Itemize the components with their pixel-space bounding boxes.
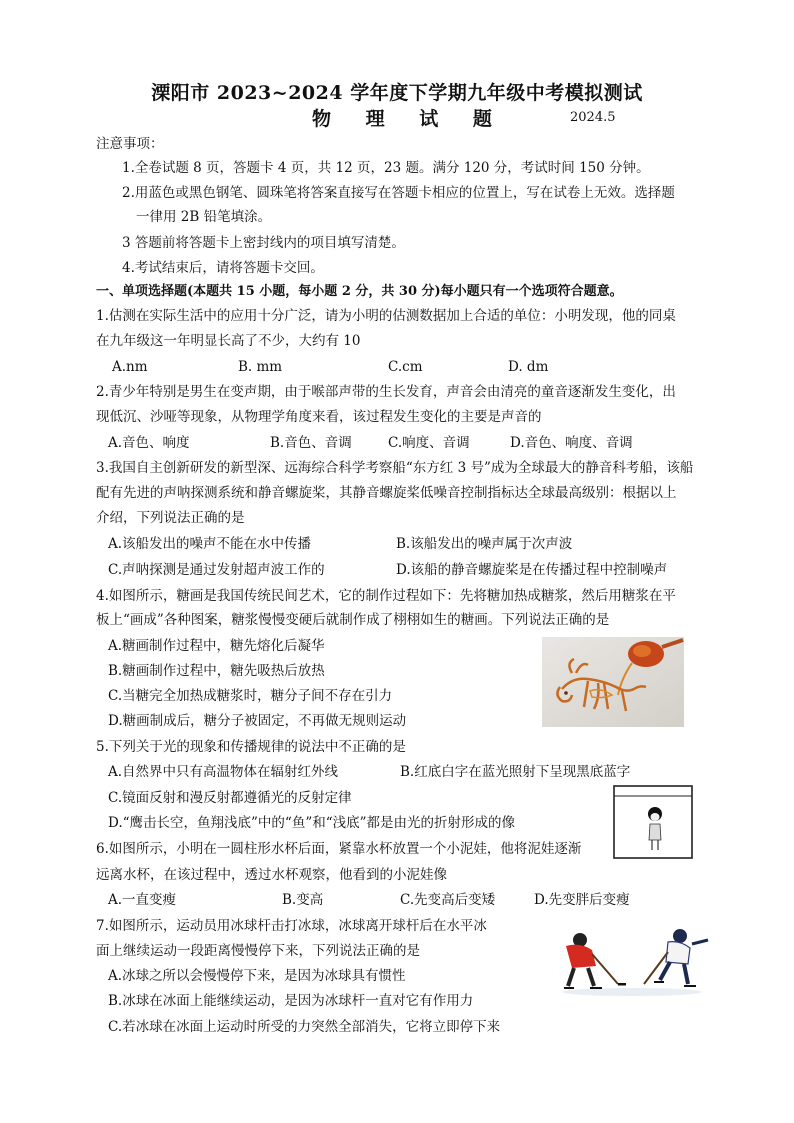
option: B.音色、音调 <box>270 435 352 451</box>
question-3-line: 介绍，下列说法正确的是 <box>96 510 245 526</box>
water-cup-figure <box>610 780 696 860</box>
option: B.冰球在冰面上能继续运动，是因为冰球杆一直对它有作用力 <box>108 993 474 1009</box>
option: B.红底白字在蓝光照射下呈现黑底蓝字 <box>400 764 631 780</box>
option: D.糖画制成后，糖分子被固定，不再做无规则运动 <box>108 713 407 729</box>
option: D.该船的静音螺旋桨是在传播过程中控制噪声 <box>396 562 668 578</box>
sugar-painting-figure <box>542 637 684 727</box>
exam-title: 溧阳市 2023~2024 学年度下学期九年级中考模拟测试 <box>151 82 643 104</box>
section-heading: 一、单项选择题(本题共 15 小题，每小题 2 分，共 30 分)每小题只有一个选项符合题意。 <box>96 284 623 299</box>
ice-hockey-figure <box>552 920 712 998</box>
option: D.“鹰击长空，鱼翔浅底”中的“鱼”和“浅底”都是由光的折射形成的像 <box>108 815 516 831</box>
option: D.音色、响度、音调 <box>510 435 633 451</box>
question-2-line: 现低沉、沙哑等现象，从物理学角度来看，该过程发生变化的主要是声音的 <box>96 409 542 425</box>
question-4-line: 板上“画成”各种图案，糖浆慢慢变硬后就制作成了栩栩如生的糖画。下列说法正确的是 <box>96 612 610 628</box>
option: C.镜面反射和漫反射都遵循光的反射定律 <box>108 790 352 806</box>
option: B. mm <box>238 359 283 375</box>
notice-item: 1.全卷试题 8 页，答题卡 4 页，共 12 页，23 题。满分 120 分，考试时间 150 分钟。 <box>122 160 650 176</box>
option: A.该船发出的噪声不能在水中传播 <box>108 536 312 552</box>
option: D. dm <box>508 359 549 375</box>
option: D.先变胖后变瘦 <box>534 892 630 908</box>
question-5-line: 5.下列关于光的现象和传播规律的说法中不正确的是 <box>96 739 406 755</box>
notice-item: 4.考试结束后，请将答题卡交回。 <box>122 260 324 276</box>
option: C.响度、音调 <box>388 435 470 451</box>
question-7-line: 7.如图所示，运动员用冰球杆击打冰球，冰球离开球杆后在水平冰 <box>96 918 487 934</box>
question-6-line: 6.如图所示，小明在一圆柱形水杯后面，紧靠水杯放置一个小泥娃，他将泥娃逐渐 <box>96 841 582 857</box>
question-1-line: 1.估测在实际生活中的应用十分广泛，请为小明的估测数据加上合适的单位：小明发现，他的同桌 <box>96 308 676 324</box>
option: A.音色、响度 <box>108 435 190 451</box>
option: A.一直变瘦 <box>108 892 177 908</box>
question-3-line: 配有先进的声呐探测系统和静音螺旋桨，其静音螺旋桨低噪音控制指标达全球最高级别：根据以上 <box>96 485 677 501</box>
option: C.当糖完全加热成糖浆时，糖分子间不存在引力 <box>108 688 393 704</box>
question-1-line: 在九年级这一年明显长高了不少，大约有 10 <box>96 333 361 349</box>
notice-item: 3 答题前将答题卡上密封线内的项目填写清楚。 <box>122 235 405 251</box>
question-6-line: 远离水杯，在该过程中，透过水杯观察，他看到的小泥娃像 <box>96 867 447 883</box>
exam-subject: 物 理 试 题 <box>312 108 506 130</box>
notice-item: 一律用 2B 铅笔填涂。 <box>136 209 272 225</box>
option: A.自然界中只有高温物体在辐射红外线 <box>108 764 339 780</box>
option: C.先变高后变矮 <box>400 892 496 908</box>
question-4-line: 4.如图所示，糖画是我国传统民间艺术，它的制作过程如下：先将糖加热成糖浆，然后用糖浆在平 <box>96 588 676 604</box>
option: B.糖画制作过程中，糖先吸热后放热 <box>108 663 325 679</box>
option: C.若冰球在冰面上运动时所受的力突然全部消失，它将立即停下来 <box>108 1019 501 1035</box>
question-2-line: 2.青少年特别是男生在变声期，由于喉部声带的生长发育，声音会由清亮的童音逐渐发生变化，出 <box>96 384 676 400</box>
option: A.nm <box>112 359 148 375</box>
exam-date: 2024.5 <box>570 110 616 125</box>
option: B.该船发出的噪声属于次声波 <box>396 536 573 552</box>
option: C.声呐探测是通过发射超声波工作的 <box>108 562 325 578</box>
question-7-line: 面上继续运动一段距离慢慢停下来，下列说法正确的是 <box>96 943 420 959</box>
option: B.变高 <box>282 892 324 908</box>
option: C.cm <box>388 359 423 375</box>
option: A.糖画制作过程中，糖先熔化后凝华 <box>108 638 325 654</box>
notice-heading: 注意事项： <box>96 136 164 152</box>
notice-item: 2.用蓝色或黑色钢笔、圆珠笔将答案直接写在答题卡相应的位置上，写在试卷上无效。选择题 <box>122 185 675 201</box>
option: A.冰球之所以会慢慢停下来，是因为冰球具有惯性 <box>108 968 406 984</box>
question-3-line: 3.我国自主创新研发的新型深、远海综合科学考察船“东方红 3 号”成为全球最大的静音科考船，该船 <box>96 460 694 476</box>
